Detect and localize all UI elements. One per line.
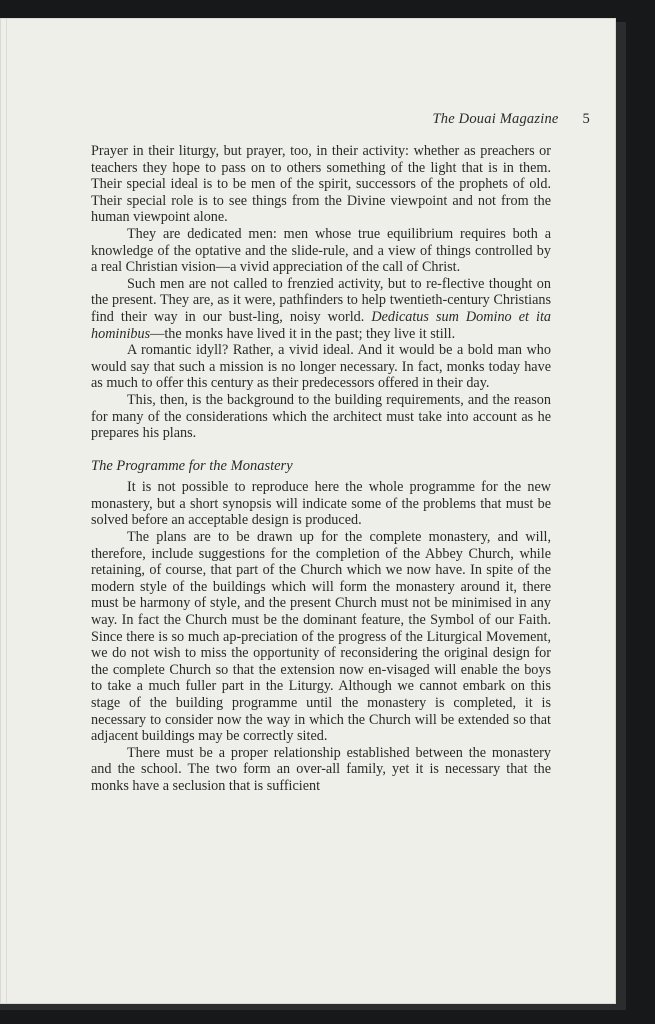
paragraph: Prayer in their liturgy, but prayer, too, in their activity: whether as preachers or teachers they hope to pass on to others something of the light that is in them. Their special ideal is to be men of the spirit, successors of the prophets of old. Their special role is to see things from the Divine viewpoint and not from the human viewpoint alone. [91,143,551,226]
page-number: 5 [582,111,590,127]
magazine-title: The Douai Magazine [432,111,559,127]
paragraph [91,276,551,342]
paragraph-text: —the monks have lived it in the past; they live it still. [150,325,456,342]
running-head [433,111,591,128]
paragraph: The plans are to be drawn up for the complete monastery, and will, therefore, include suggestions for the completion of the Abbey Church, while retaining, of course, that part of the Church which we now have. In spite of the modern style of the buildings which will form the monastery around it, there must be harmony of style, and the present Church must not be minimised in any way. In fact the Church must be the dominant feature, the Symbol of our Faith. Since there is so much ap-preciation of the progress of the Liturgical Movement, we do not wish to miss the opportunity of reconsidering the original design for the complete Church so that the extension now en-visaged will enable the boys to take a much fuller part in the Liturgy. Although we cannot embark on this stage of the building programme until the monastery is completed, it is necessary to consider now the way in which the Church will be extended so that adjacent buildings may be correctly sited. [91,529,551,745]
section-heading: The Programme for the Monastery [91,457,293,474]
paragraph: There must be a proper relationship established between the monastery and the school. The two form an over-all family, yet it is necessary that the monks have a seclusion that is sufficient [91,744,551,794]
body-text [91,143,551,795]
page-left-edge [6,18,7,1004]
latin-quote: Dedicatus sum Domino et ita hominibus [91,308,551,342]
paragraph: It is not possible to reproduce here the whole programme for the new monastery, but a short synopsis will indicate some of the problems that must be solved before an acceptable design is produced. [91,479,551,529]
paragraph: This, then, is the background to the building requirements, and the reason for many of the considerations which the architect must take into account as he prepares his plans. [91,391,551,442]
paragraph: A romantic idyll? Rather, a vivid ideal. And it would be a bold man who would say that such a mission is no longer necessary. In fact, monks today have as much to offer this century as their predecessors offered in their day. [91,342,551,392]
paragraph: They are dedicated men: men whose true equilibrium requires both a knowledge of the optative and the slide-rule, and a view of things controlled by a real Christian vision—a vivid appreciation of the call of Christ. [91,225,551,276]
paragraph-text: Such men are not called to frenzied activity, but to re-flective thought on the present. They are, as it were, pathfinders to help twentieth-century Christians find their way in our bust-ling, noisy world. [91,275,551,325]
